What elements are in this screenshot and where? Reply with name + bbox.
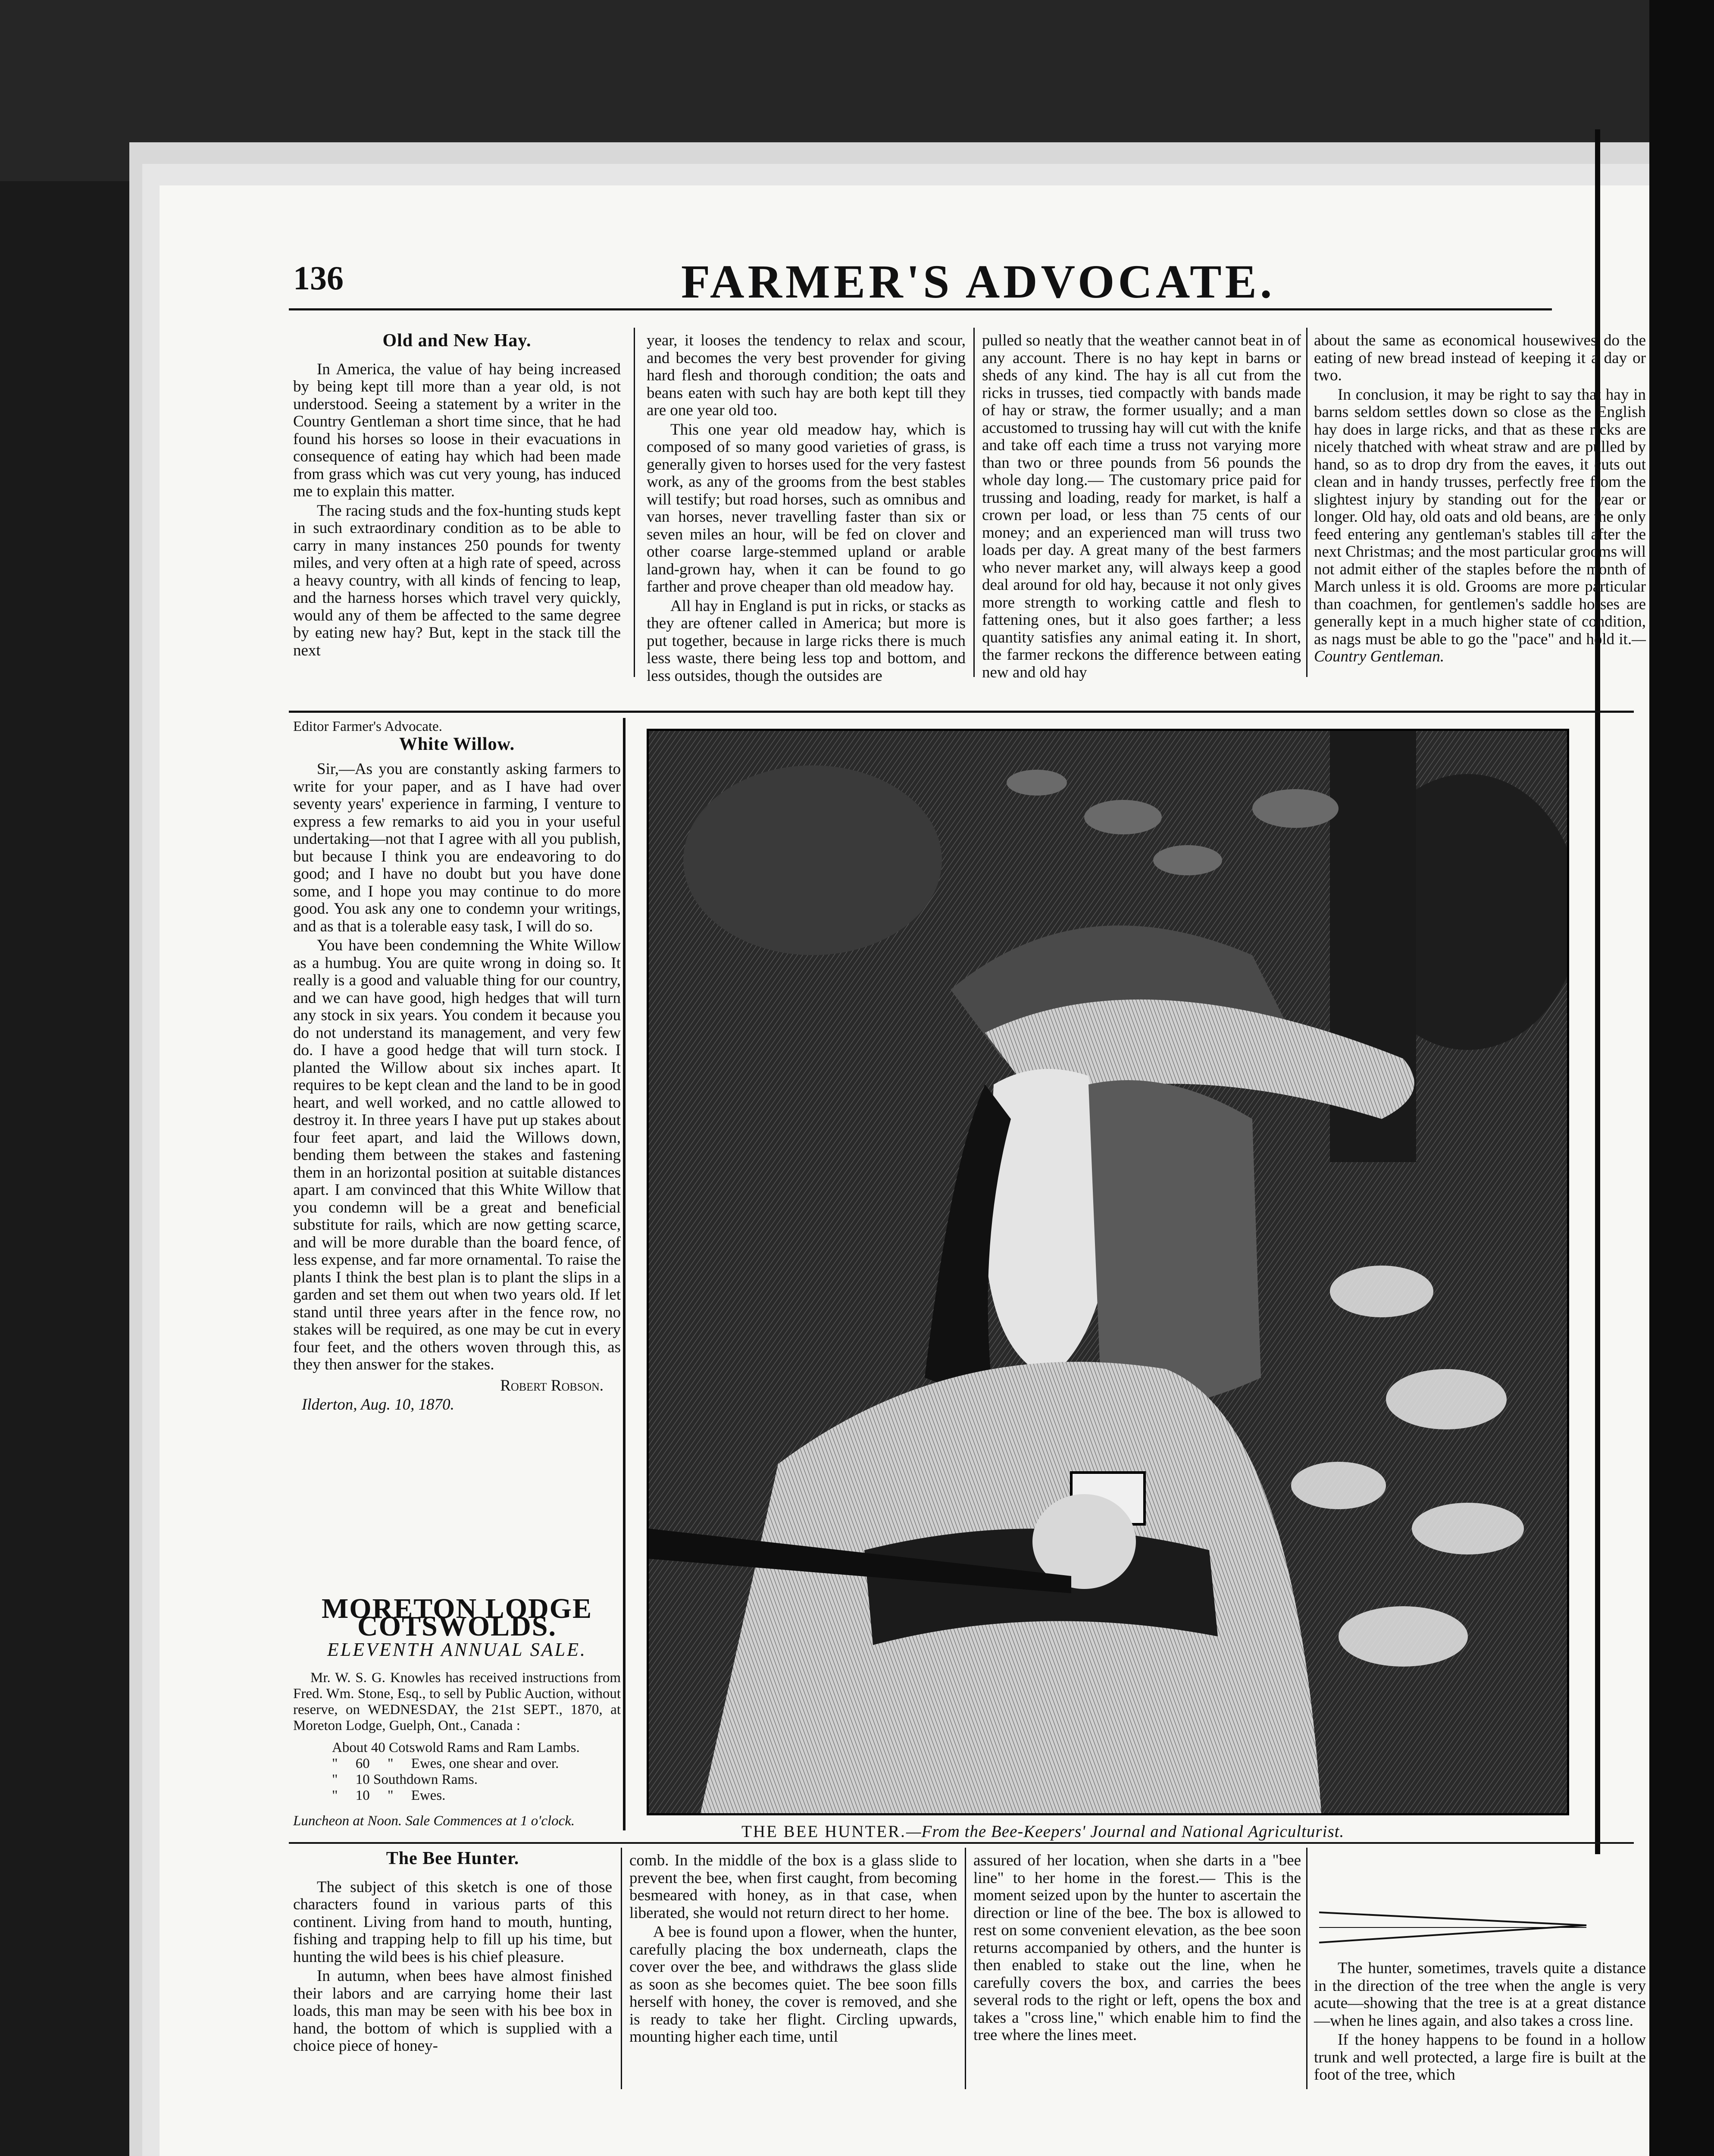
engraving-drawing: [649, 731, 1567, 1813]
bee-hunter-engraving: [647, 729, 1569, 1815]
column-divider: [973, 328, 975, 677]
section-rule: [289, 711, 1634, 713]
column-divider: [965, 1848, 966, 2089]
hay-paragraph: All hay in England is put in ricks, or stacks as they are oftener called in America; but more is put together, because in large ricks there is much less waste, there being less top and bottom, and less outsides, though the outsides are: [647, 597, 966, 685]
bee-hunter-paragraph: If the honey happens to be found in a hollow trunk and well protected, a large fire is built at the foot of the tree, which: [1314, 2031, 1646, 2084]
white-willow-heading: White Willow.: [399, 734, 515, 754]
column-divider: [621, 1848, 622, 2089]
caption-source: —From the Bee-Keepers' Journal and National Agriculturist.: [906, 1822, 1345, 1841]
bee-hunter-heading: The Bee Hunter.: [386, 1849, 519, 1868]
hay-column-2: [647, 332, 966, 686]
hay-paragraph: year, it looses the tendency to relax and scour, and becomes the very best provender for giving hard flesh and thorough condition; the oats and beans eaten with such hay are both kept till they are one year old too.: [647, 332, 966, 419]
page-number: 136: [293, 259, 344, 297]
ad-body: Mr. W. S. G. Knowles has received instructions from Fred. Wm. Stone, Esq., to sell by Public Auction, without reserve, on WEDNESDAY, the 21st SEPT., 1870, at Moreton Lodge, Guelph, Ont., Canada :: [293, 1670, 621, 1733]
letter-paragraph: You have been condemning the White Willow as a humbug. You are quite wrong in doing so. It really is a good and valuable thing for our country, and we can have good, high hedges that will turn any stock in six years. You condem it because you do not understand its management, and very few do. I have a good hedge that will turn stock. I planted the Willow about six inches apart. It requires to be kept clean and the land to be in good heart, and well worked, and no cattle allowed to destroy it. In three years I have put up stakes about four feet apart, and laid the Willows down, bending them between the stakes and fastening them in an horizontal position at suitable distances apart. I am convinced that this White Willow that you condemn will be a great and beneficial substitute for rails, which are now getting scarce, and will be more durable than the board fence, of less expense, and far more ornamental. To raise the plants I think the best plan is to plant the slips in a garden and set them out when two years old. If let stand until three years after in the fence row, no stakes will be required, as one may be cut in every four feet, and the others woven through this, as they then answer for the stakes.: [293, 937, 621, 1373]
ad-footer: Luncheon at Noon. Sale Commences at 1 o'clock.: [293, 1813, 575, 1829]
hay-heading: Old and New Hay.: [382, 331, 532, 351]
ad-list-item: About 40 Cotswold Rams and Ram Lambs.: [332, 1739, 580, 1755]
pointer-arrow-icon: [1319, 1908, 1612, 1947]
ad-list-item: " 60 " Ewes, one shear and over.: [332, 1755, 559, 1771]
ad-list-item: " 10 Southdown Rams.: [332, 1771, 478, 1787]
column-divider: [1306, 328, 1307, 677]
bee-hunter-column-2: [629, 1852, 957, 2048]
bee-hunter-paragraph: The hunter, sometimes, travels quite a distance in the direction of the tree when the angle is very acute—showing that the tree is at a great distance—when he lines again, and also takes a cross line.: [1314, 1959, 1646, 2030]
letter-dateline: Ilderton, Aug. 10, 1870.: [302, 1396, 454, 1413]
hay-paragraph: The racing studs and the fox-hunting studs kept in such extraordinary condition as to be able to carry in many instances 250 pounds for twenty miles, and very often at a high rate of speed, across a heavy country, with all kinds of fencing to leap, and the harness horses which travel very quickly, would any of them be affected to the same degree by eating new hay? But, kept in the stack till the next: [293, 501, 621, 659]
bee-hunter-paragraph: In autumn, when bees have almost finished their labors and are carrying home their last loads, this man may be seen with his bee box in hand, the bottom of which is supplied with a choice piece of honey-: [293, 1967, 612, 2055]
moreton-lodge-advertisement: [293, 1593, 621, 1830]
bee-hunter-column-1: [293, 1850, 612, 2057]
hay-column-3: [982, 332, 1301, 683]
editor-line: Editor Farmer's Advocate.: [293, 719, 442, 734]
hay-paragraph: In conclusion, it may be right to say that hay in barns seldom settles down so close as the English hay does in large ricks, and that as these ricks are nicely thatched with wheat straw and are pulled by hand, so as to drop dry from the eaves, it cuts out clean and in handy trusses, perfectly free from the slightest injury by standing out for the year or longer. Old hay, old oats and old beans, are the only feed entering any gentleman's stables till after the next Christmas; and the most particular grooms will not admit either of the staples before the month of March unless it is old. Grooms are more particular than coachmen, for gentlemen's saddle horses are generally kept in a much higher state of condition, as nags must be able to go the "pace" and hold it.—Country Gentleman.: [1314, 385, 1646, 665]
hay-paragraph: In America, the value of hay being increased by being kept till more than a year old, is not understood. Seeing a statement by a writer in the Country Gentleman a short time since, that he had found his horses so loose in their evacuations in consequence of eating hay which had been made from grass which was cut very young, has induced me to explain this matter.: [293, 360, 621, 500]
column-divider: [1306, 1848, 1307, 2089]
bee-hunter-paragraph: assured of her location, when she darts in a "bee line" to her home in the forest.— This is the moment seized upon by the hunter to ascertain the direction or line of the bee. The box is allowed to rest on some convenient elevation, as the bee soon returns accompanied by others, and the hunter is then enabled to stake out the line, when he carefully covers the box, and carries the bees several rods to the right or left, opens the box and takes a "cross line," which enable him to find the tree where the lines meet.: [973, 1852, 1301, 2044]
scan-binding-edge: [1649, 0, 1714, 2156]
hay-column-1: [293, 332, 621, 661]
hay-column-4: [1314, 332, 1646, 667]
engraving-caption: [741, 1822, 1344, 1841]
ad-list-item: " 10 " Ewes.: [332, 1787, 446, 1803]
hay-paragraph: pulled so neatly that the weather cannot beat in of any account. There is no hay kept in barns or sheds of any kind. The hay is all cut from the ricks in trusses, tied compactly with bands made of hay or straw, the former usually; and a man accustomed to trussing hay will cut with the knife and take off each time a truss not varying more than two or three pounds from 56 pounds the whole day long.— The customary price paid for trussing and loading, ready for market, is half a crown per load, or less than 75 cents of our money; and an experienced man will truss two loads per day. A great many of the best farmers who never market any, will always keep a good deal around for old hay, because it not only gives more strength to working cattle and flesh to fattening ones, but it also goes farther; a less quantity satisfies any animal eating it. In short, the farmer reckons the difference between eating new and old hay: [982, 332, 1301, 681]
column-divider: [634, 328, 635, 677]
bee-hunter-paragraph: comb. In the middle of the box is a glass slide to prevent the bee, when first caught, from becoming besmeared with honey, as in that case, when liberated, she would not return direct to her home.: [629, 1852, 957, 1922]
column-divider: [623, 718, 626, 1830]
letter-signature: Robert Robson.: [500, 1376, 604, 1395]
white-willow-letter: [293, 718, 621, 1423]
bee-hunter-column-3: [973, 1852, 1301, 2046]
section-rule: [289, 1842, 1634, 1844]
ad-title: MORETON LODGE COTSWOLDS.: [321, 1593, 593, 1642]
header-rule: [289, 308, 1552, 310]
caption-title: THE BEE HUNTER.: [741, 1822, 906, 1841]
hay-paragraph: about the same as economical housewives do the eating of new bread instead of keeping it a day or two.: [1314, 332, 1646, 384]
bee-hunter-paragraph: The subject of this sketch is one of those characters found in various parts of this continent. Living from hand to mouth, hunting, fishing and trapping help to fill up his time, but hunting the wild bees is his chief pleasure.: [293, 1878, 612, 1966]
letter-paragraph: Sir,—As you are constantly asking farmers to write for your paper, and as I have had over seventy years' experience in farming, I venture to express a few remarks to aid you in your useful undertaking—not that I agree with all you publish, but because I think you are endeavoring to do good; and I have no doubt but you have done some, and I hope you may continue to do more good. You ask any one to condemn your writings, and as that is a tolerable easy task, I will do so.: [293, 760, 621, 935]
bee-hunter-paragraph: A bee is found upon a flower, when the hunter, carefully placing the box underneath, claps the cover over the bee, and withdraws the glass slide as soon as she becomes quiet. The bee soon fills herself with honey, the cover is removed, and she is ready to take her flight. Circling upwards, mounting higher each time, until: [629, 1923, 957, 2046]
bee-hunter-column-4: [1314, 1960, 1646, 2086]
masthead-title: FARMER'S ADVOCATE.: [681, 255, 1276, 308]
hay-paragraph: This one year old meadow hay, which is composed of so many good varieties of grass, is generally given to horses used for the very fastest work, as any of the grooms from the best stables will testify; but road horses, such as omnibus and van horses, never travelling faster than six or seven miles an hour, will be fed on clover and other coarse large-stemmed upland or arable land-grown hay, when it can be found to go farther and prove cheaper than old meadow hay.: [647, 420, 966, 595]
ad-subtitle: ELEVENTH ANNUAL SALE.: [327, 1639, 587, 1660]
